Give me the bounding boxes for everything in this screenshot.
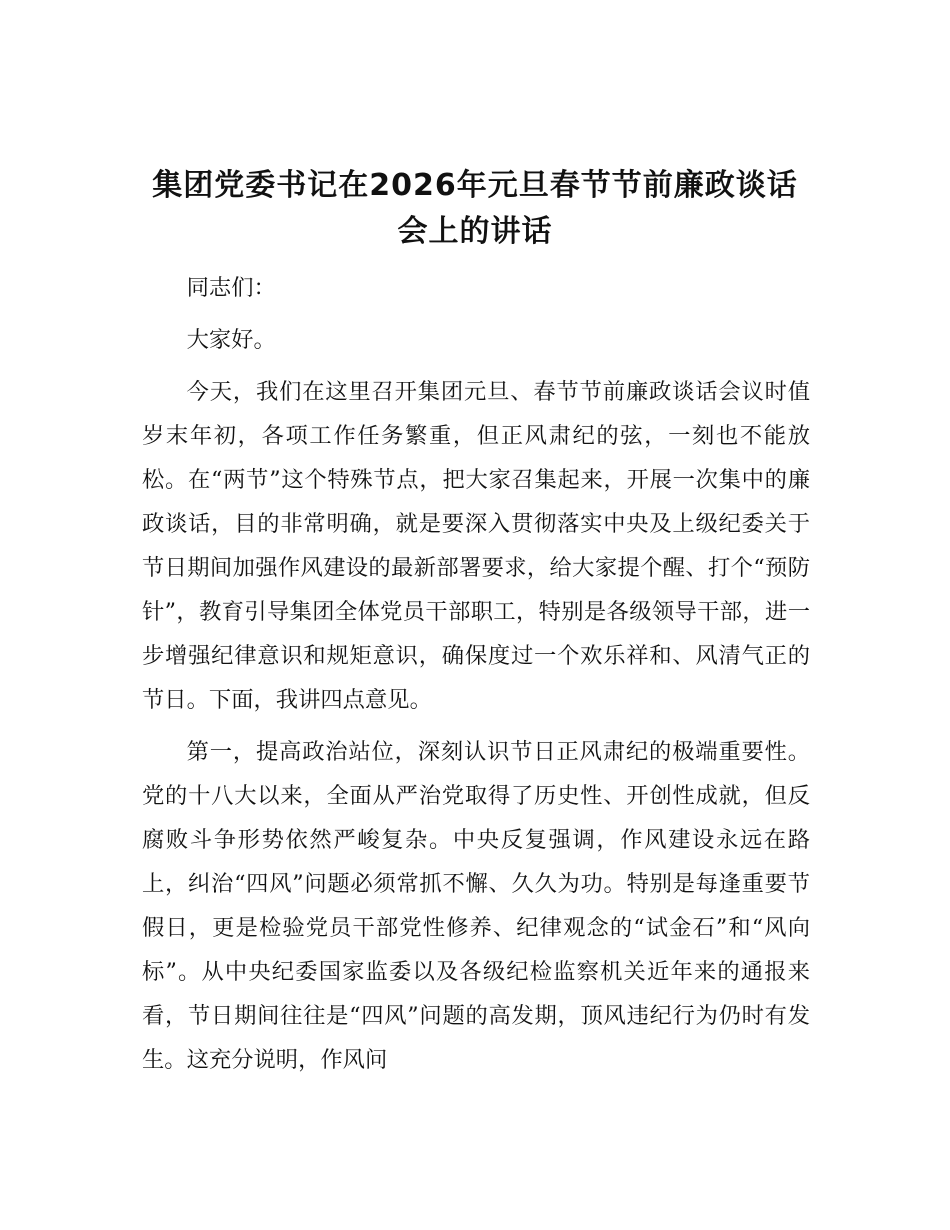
- paragraph-intro: 今天，我们在这里召开集团元旦、春节节前廉政谈话会议时值岁末年初，各项工作任务繁重，但正风肃纪的弦，一刻也不能放松。在“两节”这个特殊节点，把大家召集起来，开展一次集中的廉政谈话，目的非常明确，就是要深入贯彻落实中央及上级纪委关于节日期间加强作风建设的最新部署要求，给大家提个醒、打个“预防针”，教育引导集团全体党员干部职工，特别是各级领导干部，进一步增强纪律意识和规矩意识，确保度过一个欢乐祥和、风清气正的节日。下面，我讲四点意见。: [142, 379, 810, 713]
- title-line-2: 会上的讲话: [397, 214, 553, 249]
- document-body: [142, 266, 810, 1090]
- title-line-1: 集团党委书记在2026年元旦春节节前廉政谈话: [152, 168, 798, 203]
- document-title: [110, 163, 840, 255]
- salutation: 同志们：: [186, 275, 276, 301]
- greeting: 大家好。: [186, 327, 276, 353]
- paragraph-point-one: 第一，提高政治站位，深刻认识节日正风肃纪的极端重要性。党的十八大以来，全面从严治党取得了历史性、开创性成就，但反腐败斗争形势依然严峻复杂。中央反复强调，作风建设永远在路上，纠治“四风”问题必须常抓不懈、久久为功。特别是每逢重要节假日，更是检验党员干部党性修养、纪律观念的“试金石”和“风向标”。从中央纪委国家监委以及各级纪检监察机关近年来的通报来看，节日期间往往是“四风”问题的高发期，顶风违纪行为仍时有发生。这充分说明，作风问: [142, 739, 810, 1073]
